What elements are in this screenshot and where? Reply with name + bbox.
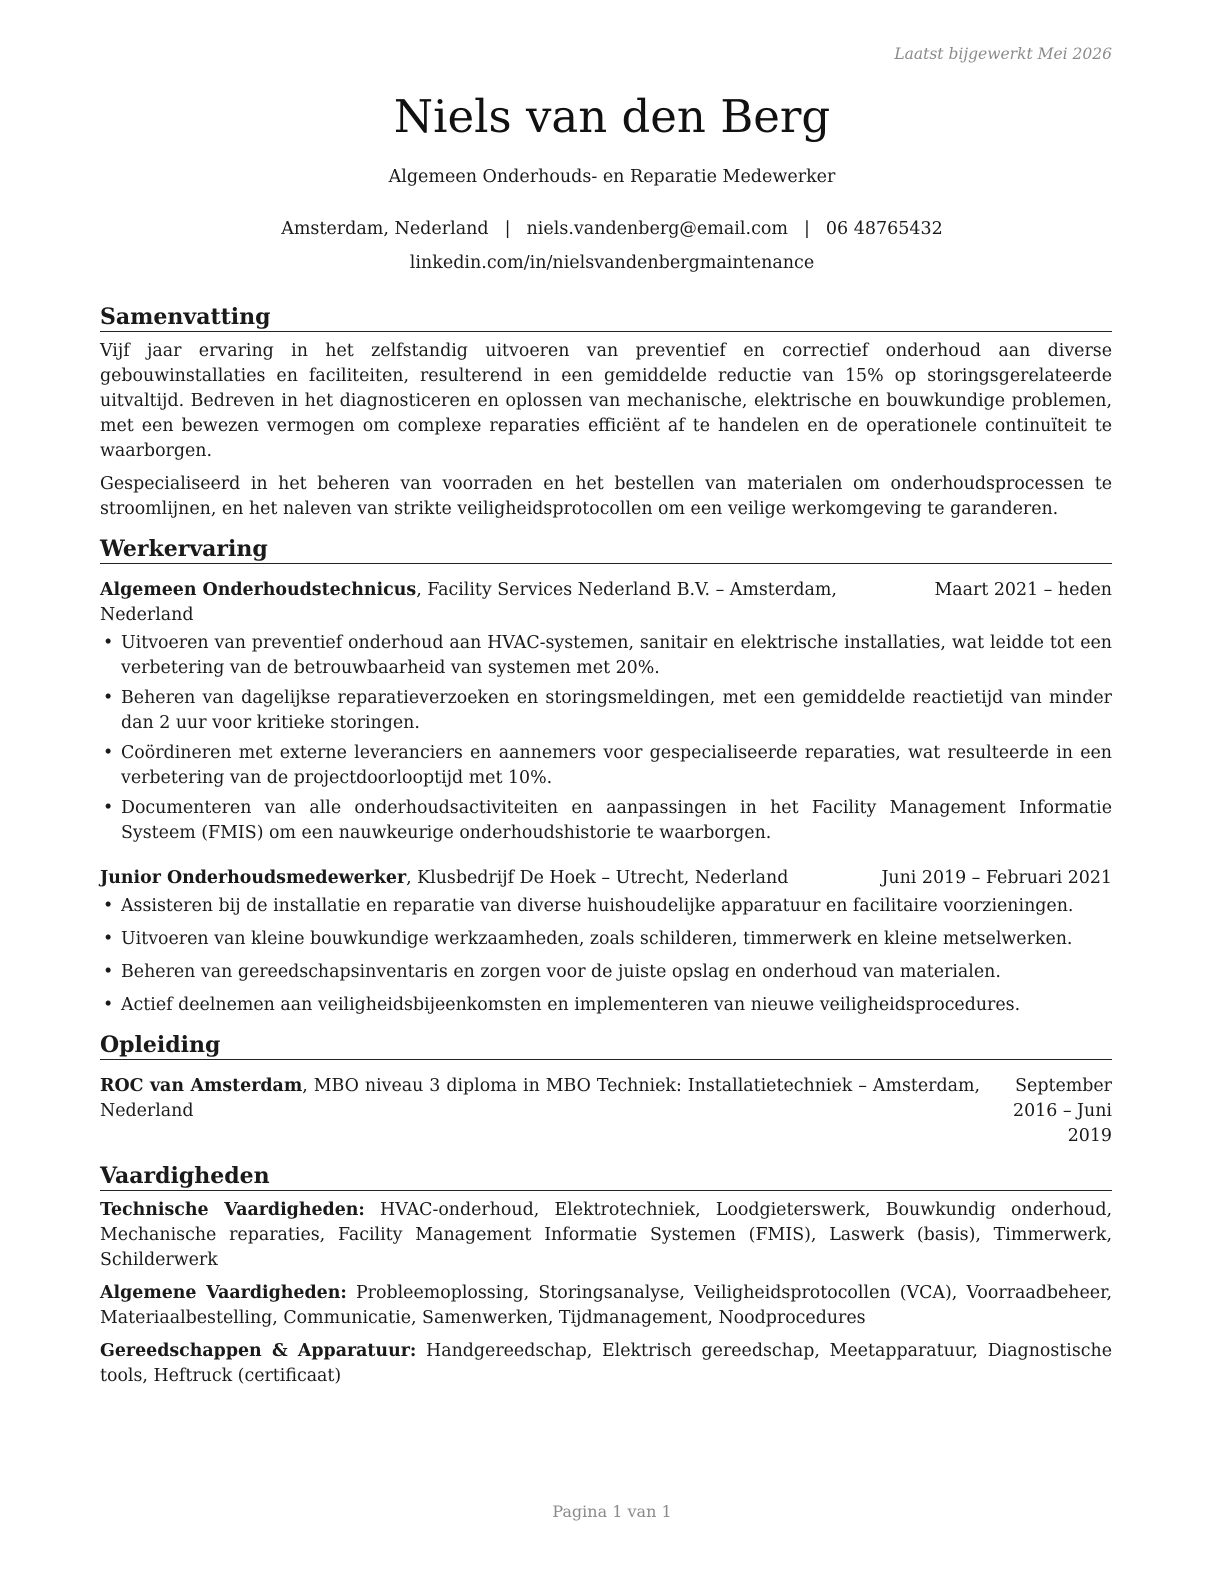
- job-company: , Facility Services Nederland B.V. – Amsterdam, Nederland: [100, 580, 837, 625]
- resume-body: [100, 303, 1112, 1389]
- list-item: • Coördineren met externe leveranciers en aannemers voor gespecialiseerde reparaties, wat resulteerde in een verbetering van de projectdoorlooptijd met 10%.: [103, 743, 1112, 788]
- separator: |: [504, 219, 511, 239]
- skill-label: Technische Vaardigheden:: [100, 1200, 365, 1220]
- skill-list: Probleemoplossing, Storingsanalyse, Veiligheidsprotocollen (VCA), Voorraadbeheer, Materiaalbestelling, Communicatie, Samenwerken, Tijdmanagement, Noodprocedures: [100, 1283, 1112, 1328]
- list-item: • Beheren van dagelijkse reparatieverzoeken en storingsmeldingen, met een gemiddelde reactietijd van minder dan 2 uur voor kritieke storingen.: [103, 688, 1112, 733]
- list-item: • Uitvoeren van kleine bouwkundige werkzaamheden, zoals schilderen, timmerwerk en kleine metselwerken.: [100, 927, 1112, 952]
- job-header: [100, 578, 1112, 628]
- job-company: , Klusbedrijf De Hoek – Utrecht, Nederland: [406, 868, 789, 888]
- bullet-icon: •: [103, 995, 114, 1015]
- job-role: Junior Onderhoudsmedewerker: [100, 868, 407, 888]
- section-heading-education: Opleiding: [100, 1031, 1112, 1060]
- bullet-icon: •: [103, 962, 114, 982]
- candidate-name: Niels van den Berg: [393, 90, 831, 143]
- bullet-icon: •: [103, 743, 114, 763]
- bullet-icon: •: [103, 688, 114, 708]
- skill-label: Gereedschappen & Apparatuur:: [100, 1341, 417, 1361]
- education-dates: September 2016 – Juni 2019: [1013, 1076, 1112, 1146]
- skill-group: [100, 1339, 1112, 1389]
- list-item: • Documenteren van alle onderhoudsactiviteiten en aanpassingen in het Facility Management Informatie Systeem (FMIS) om een nauwkeurige onderhoudshistorie te waarborgen.: [103, 798, 1112, 843]
- job-header: [100, 866, 1112, 891]
- job-bullets: [100, 894, 1112, 1018]
- job-role: Algemeen Onderhoudstechnicus: [100, 580, 417, 600]
- section-heading-experience: Werkervaring: [100, 535, 1112, 564]
- job-title: Algemeen Onderhouds- en Reparatie Medewerker: [388, 167, 836, 187]
- location: Amsterdam, Nederland: [281, 219, 489, 239]
- email-link[interactable]: niels.vandenberg@email.com: [526, 219, 788, 239]
- skill-list: Handgereedschap, Elektrisch gereedschap, Meetapparatuur, Diagnostische tools, Heftruck (certificaat): [100, 1341, 1112, 1386]
- skill-list: HVAC-onderhoud, Elektrotechniek, Loodgieterswerk, Bouwkundig onderhoud, Mechanische reparaties, Facility Management Informatie Systemen (FMIS), Laswerk (basis), Timmerwerk, Schilderwerk: [100, 1200, 1112, 1270]
- summary-paragraph: Gespecialiseerd in het beheren van voorraden en het bestellen van materialen om onderhoudsprocessen te stroomlijnen, en het naleven van strikte veiligheidsprotocollen om een veilige werkomgeving te garanderen.: [100, 474, 1112, 519]
- bullet-icon: •: [103, 798, 114, 818]
- separator: |: [804, 219, 810, 239]
- job-bullets: [100, 631, 1112, 846]
- skills-section: [100, 1162, 1112, 1389]
- education-section: [100, 1031, 1112, 1149]
- job-dates: Maart 2021 – heden: [934, 580, 1112, 600]
- list-item: • Uitvoeren van preventief onderhoud aan HVAC-systemen, sanitair en elektrische installaties, wat leidde tot een verbetering van de betrouwbaarheid van systemen met 20%.: [103, 633, 1112, 678]
- job-dates: Juni 2019 – Februari 2021: [881, 868, 1112, 888]
- skill-label: Algemene Vaardigheden:: [100, 1283, 347, 1303]
- phone-number: 06 48765432: [825, 219, 943, 239]
- list-item: • Beheren van gereedschapsinventaris en zorgen voor de juiste opslag en onderhoud van materialen.: [100, 960, 1112, 985]
- page-number: Pagina 1 van 1: [552, 1502, 672, 1521]
- section-heading-skills: Vaardigheden: [100, 1162, 1112, 1191]
- summary-paragraph: Vijf jaar ervaring in het zelfstandig uitvoeren van preventief en correctief onderhoud aan diverse gebouwinstallaties en faciliteiten, resulterend in een gemiddelde reductie van 15% op storingsgerelateerde uitvaltijd. Bedreven in het diagnosticeren en oplossen van mechanische, elektrische en bouwkundige problemen, met een bewezen vermogen om complexe reparaties efficiënt af te handelen en de operationele continuïteit te waarborgen.: [100, 341, 1112, 461]
- education-entry: [100, 1074, 1112, 1149]
- contact-line: [0, 219, 1224, 239]
- summary-section: [100, 303, 1112, 522]
- skill-group: [100, 1281, 1112, 1331]
- linkedin-link[interactable]: linkedin.com/in/nielsvandenbergmaintenance: [409, 253, 815, 273]
- education-details: , MBO niveau 3 diploma in MBO Techniek: Installatietechniek – Amsterdam, Nederland: [100, 1076, 981, 1121]
- section-heading-summary: Samenvatting: [100, 303, 1112, 332]
- skill-group: [100, 1198, 1112, 1273]
- list-item: • Assisteren bij de installatie en reparatie van diverse huishoudelijke apparatuur en facilitaire voorzieningen.: [100, 894, 1112, 919]
- last-updated: Laatst bijgewerkt Mei 2026: [894, 45, 1112, 63]
- bullet-icon: •: [103, 929, 114, 949]
- bullet-icon: •: [103, 896, 114, 916]
- bullet-icon: •: [103, 633, 114, 653]
- school-name: ROC van Amsterdam: [100, 1076, 303, 1096]
- experience-section: [100, 535, 1112, 1018]
- list-item: • Actief deelnemen aan veiligheidsbijeenkomsten en implementeren van nieuwe veiligheidsprocedures.: [100, 993, 1112, 1018]
